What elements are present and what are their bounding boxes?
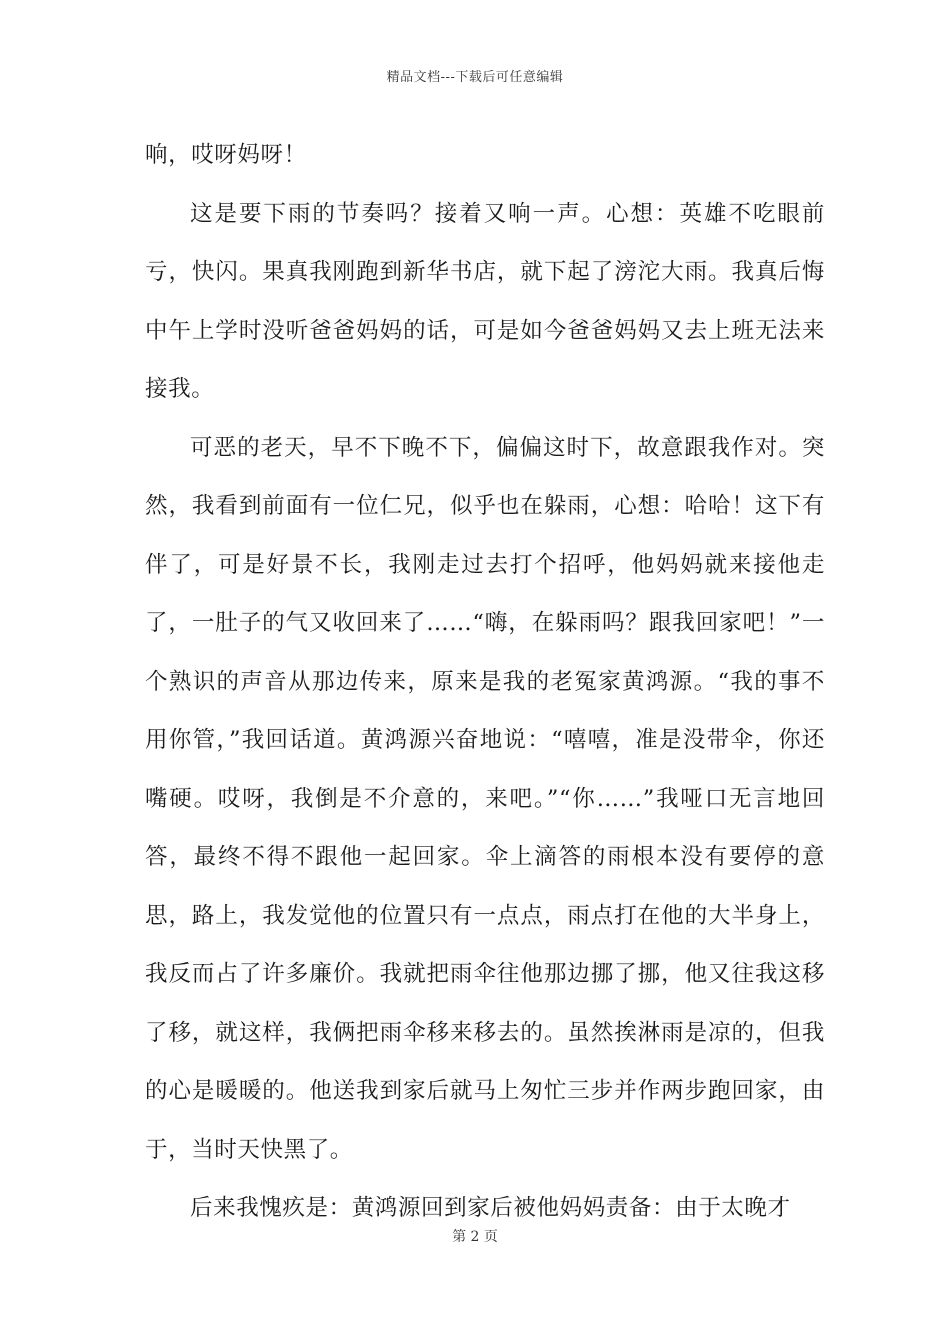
paragraph: 响，哎呀妈呀！ [145,142,307,168]
document-body [145,126,825,1238]
paragraph: 可恶的老天，早不下晚不下，偏偏这时下，故意跟我作对。突然，我看到前面有一位仁兄，似乎也在躲雨，心想：哈哈！这下有伴了，可是好景不长，我刚走过去打个招呼，他妈妈就来接他走了，一肚子的气又收回来了……“嗨，在躲雨吗？跟我回家吧！”一个熟识的声音从那边传来，原来是我的老冤家黄鸿源。“我的事不用你管，”我回话道。黄鸿源兴奋地说：“嘻嘻，准是没带伞，你还嘴硬。哎呀，我倒是不介意的，来吧。”“你……”我哑口无言地回答，最终不得不跟他一起回家。伞上滴答的雨根本没有要停的意思，路上，我发觉他的位置只有一点点，雨点打在他的大半身上，我反而占了许多廉价。我就把雨伞往他那边挪了挪，他又往我这移了移，就这样，我俩把雨伞移来移去的。虽然挨淋雨是凉的，但我的心是暖暖的。他送我到家后就马上匆忙三步并作两步跑回家，由于，当时天快黑了。 [145,434,825,1163]
paragraph: 后来我愧疚是：黄鸿源回到家后被他妈妈责备：由于太晚才 [190,1195,791,1221]
paragraph: 这是要下雨的节奏吗？接着又响一声。心想：英雄不吃眼前亏，快闪。果真我刚跑到新华书店，就下起了滂沱大雨。我真后悔中午上学时没听爸爸妈妈的话，可是如今爸爸妈妈又去上班无法来接我。 [145,200,825,402]
page-number: 第 2 页 [452,1229,498,1245]
page-header: 精品文档---下载后可任意编辑 [386,70,564,85]
